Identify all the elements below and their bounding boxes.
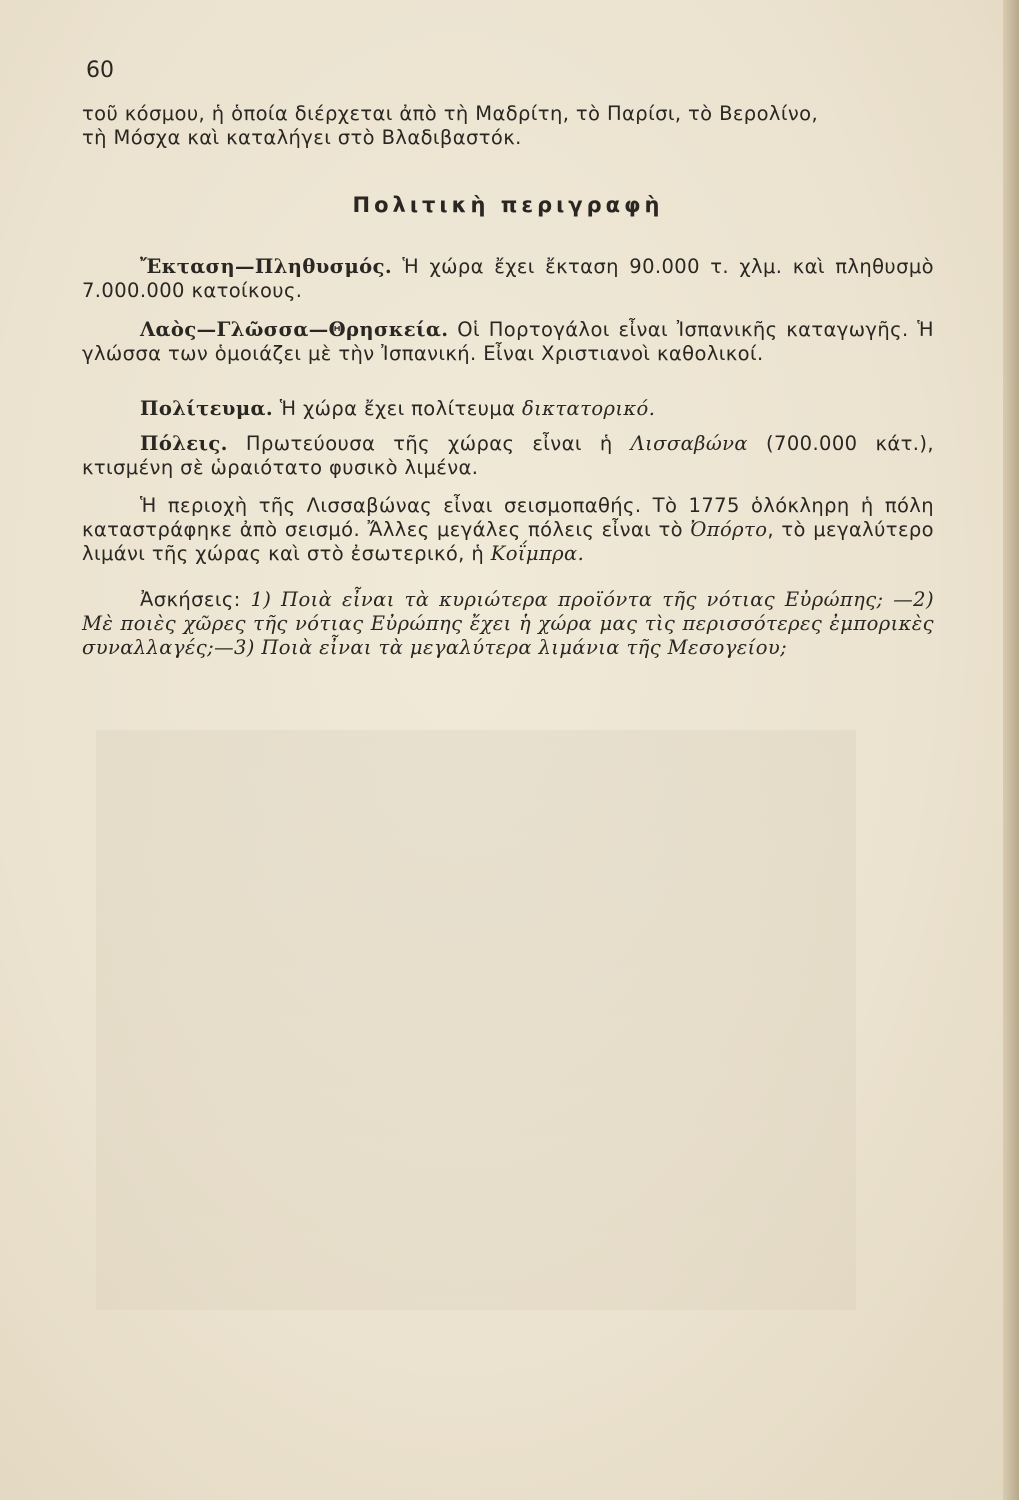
section-title: Πολιτικὴ περιγραφὴ: [352, 193, 664, 217]
people-text: Οἱ Πορτογάλοι εἶναι Ἰσπανικῆς καταγωγῆς. Ἡ γλώσσα των ὁμοιάζει μὲ τὴν Ἰσπανική. Εἶναι Χριστιανοὶ καθολικοί.: [82, 318, 934, 365]
exercises-heading: Ἀσκήσεις:: [140, 588, 241, 611]
cities-text-2: (700.000 κάτ.), κτισμένη σὲ ὡραιότατο φυσικὸ λιμένα.: [82, 432, 934, 479]
city-oporto: Ὀπόρτο: [690, 518, 768, 541]
cities-text-1: Πρωτεύουσα τῆς χώρας εἶναι ἡ: [227, 432, 631, 455]
intro-line-2: τὴ Μόσχα καὶ καταλήγει στὸ Βλαδιβαστόκ.: [82, 126, 522, 149]
government-type: δικτατορικό.: [522, 397, 656, 420]
faded-show-through-image: [96, 730, 856, 1310]
cities-heading: Πόλεις.: [140, 432, 228, 455]
earthquake-text-1: Ἡ περιοχὴ τῆς Λισσαβώνας εἶναι σεισμοπαθής. Τὸ 1775 ὁλόκληρη ἡ πόλη καταστράφηκε ἀπὸ σεισμό. Ἄλλες μεγάλες πόλεις εἶναι τὸ: [82, 494, 934, 541]
exercises-paragraph: [82, 588, 934, 660]
earthquake-text-2: , τὸ μεγαλύτερο λιμάνι τῆς χώρας καὶ στὸ ἐσωτερικό, ἡ: [82, 518, 934, 565]
earthquake-paragraph: [82, 494, 934, 566]
extent-paragraph: [82, 255, 934, 303]
government-heading: Πολίτευμα.: [140, 397, 274, 420]
intro-line-1: τοῦ κόσμου, ἡ ὁποία διέρχεται ἀπὸ τὴ Μαδρίτη, τὸ Παρίσι, τὸ Βερολίνο,: [82, 102, 819, 125]
intro-paragraph: [82, 102, 934, 150]
capital-name: Λισσαβώνα: [630, 432, 748, 455]
page-edge: [1003, 0, 1019, 1500]
extent-heading: Ἔκταση—Πληθυσμός.: [140, 255, 393, 278]
city-coimbra: Κοΐμπρα.: [490, 542, 585, 565]
government-paragraph: [82, 397, 934, 421]
people-heading: Λαὸς—Γλῶσσα—Θρησκεία.: [140, 318, 449, 341]
page-number: 60: [86, 58, 114, 83]
government-text: Ἡ χώρα ἔχει πολίτευμα: [273, 397, 522, 420]
exercises-text: 1) Ποιὰ εἶναι τὰ κυριώτερα προϊόντα τῆς νότιας Εὐρώπης; —2) Μὲ ποιὲς χῶρες τῆς νότιας Εὐρώπης ἔχει ἡ χώρα μας τὶς περισσότερες ἐμπορικὲς συναλλαγές;—3) Ποιὰ εἶναι τὰ μεγαλύτερα λιμάνια τῆς Μεσογείου;: [82, 588, 934, 659]
people-paragraph: [82, 318, 934, 366]
extent-text: Ἡ χώρα ἔχει ἔκταση 90.000 τ. χλμ. καὶ πληθυσμὸ 7.000.000 κατοίκους.: [82, 255, 934, 302]
cities-paragraph: [82, 432, 934, 480]
